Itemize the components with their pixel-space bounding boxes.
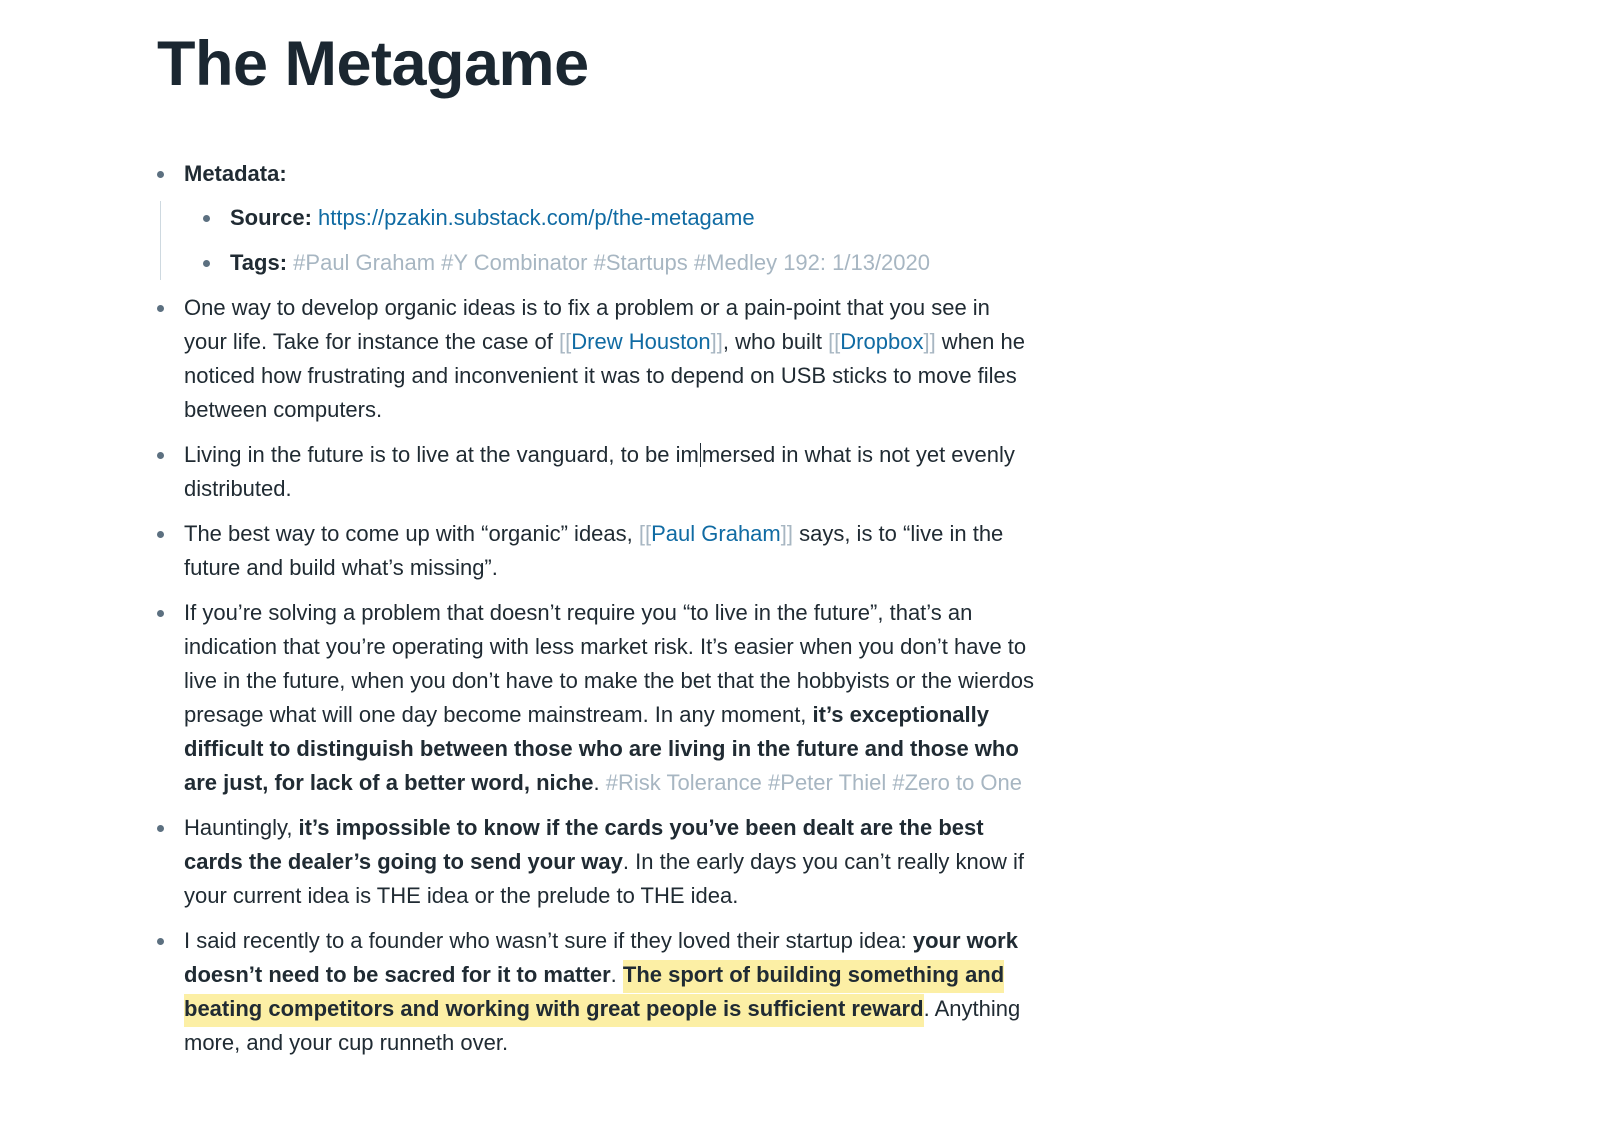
tag-risk-tolerance[interactable]: #Risk Tolerance <box>605 770 762 795</box>
bullet[interactable] <box>203 215 210 222</box>
block-text: The best way to come up with “organic” ideas, <box>184 521 639 546</box>
tag-y-combinator[interactable]: #Y Combinator <box>441 250 588 275</box>
block-text: If you’re solving a problem that doesn’t require you “to live in the future”, that’s an indication that you’re operating with less market risk. It’s easier when you don’t have to live in the future, when you don’t have to make the bet that the hobbyists or the wierdos presage what will one day become mainstream. In any moment, <box>184 600 1034 727</box>
block-text: when he noticed how frustrating and inconvenient it was to depend on USB sticks to move files between computers. <box>184 329 1025 422</box>
block-market-risk[interactable] <box>157 596 1037 800</box>
bullet[interactable] <box>157 531 164 538</box>
bullet[interactable] <box>157 171 164 178</box>
block-best-way[interactable] <box>157 517 1037 585</box>
page-ref-dropbox[interactable]: [[Dropbox]] <box>828 329 936 354</box>
block-text: Living in the future is to live at the vanguard, to be im <box>184 442 699 467</box>
block-text: . Anything more, and your cup runneth over. <box>184 996 1021 1055</box>
tags-label: Tags: <box>230 250 288 275</box>
page-title[interactable]: The Metagame <box>157 29 589 99</box>
block-text: One way to develop organic ideas is to fix a problem or a pain-point that you see in your life. Take for instance the case of <box>184 295 990 354</box>
bold-text: it’s exceptionally difficult to distinguish between those who are living in the future and those who are just, for lack of a better word, niche <box>184 702 1019 795</box>
bullet[interactable] <box>157 452 164 459</box>
block-text: , who built <box>722 329 829 354</box>
metadata-label: Metadata: <box>184 161 287 186</box>
tag-peter-thiel[interactable]: #Peter Thiel <box>768 770 887 795</box>
block-metadata[interactable] <box>157 157 1037 280</box>
block-text: Hauntingly, <box>184 815 299 840</box>
block-founder[interactable] <box>157 924 1037 1060</box>
bullet[interactable] <box>203 260 210 267</box>
block-text: . <box>593 770 606 795</box>
tag-startups[interactable]: #Startups <box>593 250 688 275</box>
page <box>157 0 1037 1055</box>
bold-text: it’s impossible to know if the cards you’ve been dealt are the best cards the dealer’s going to send your way <box>184 815 984 874</box>
tag-paul-graham[interactable]: #Paul Graham <box>293 250 436 275</box>
bullet[interactable] <box>157 610 164 617</box>
block-tags[interactable] <box>203 246 1040 280</box>
highlighted-text: The sport of building something and beating competitors and working with great people is sufficient reward <box>184 960 1004 1027</box>
page-ref-paul-graham[interactable]: [[Paul Graham]] <box>638 521 793 546</box>
page-ref-drew-houston[interactable]: [[Drew Houston]] <box>559 329 723 354</box>
metadata-children <box>160 201 1040 280</box>
bullet[interactable] <box>157 305 164 312</box>
source-label: Source: <box>230 205 312 230</box>
tag-zero-to-one[interactable]: #Zero to One <box>892 770 1023 795</box>
block-text: . In the early days you can’t really know if your current idea is THE idea or the prelude to THE idea. <box>184 849 1024 908</box>
block-source[interactable] <box>203 201 1040 235</box>
bullet[interactable] <box>157 825 164 832</box>
block-hauntingly[interactable] <box>157 811 1037 913</box>
source-link[interactable]: https://pzakin.substack.com/p/the-metagame <box>318 205 755 230</box>
tag-medley[interactable]: #Medley 192: 1/13/2020 <box>693 250 930 275</box>
bold-text: your work doesn’t need to be sacred for it to matter <box>184 928 1018 987</box>
block-text: mersed in what is not yet evenly distributed. <box>184 442 1015 501</box>
text-cursor <box>700 443 701 467</box>
block-text: I said recently to a founder who wasn’t sure if they loved their startup idea: <box>184 928 913 953</box>
bullet[interactable] <box>157 938 164 945</box>
block-text: says, is to “live in the future and build what’s missing”. <box>184 521 1004 580</box>
block-organic-ideas[interactable] <box>157 291 1037 427</box>
block-list <box>157 157 1037 1071</box>
block-living-in-future[interactable] <box>157 438 1037 506</box>
block-text: . <box>610 962 623 987</box>
